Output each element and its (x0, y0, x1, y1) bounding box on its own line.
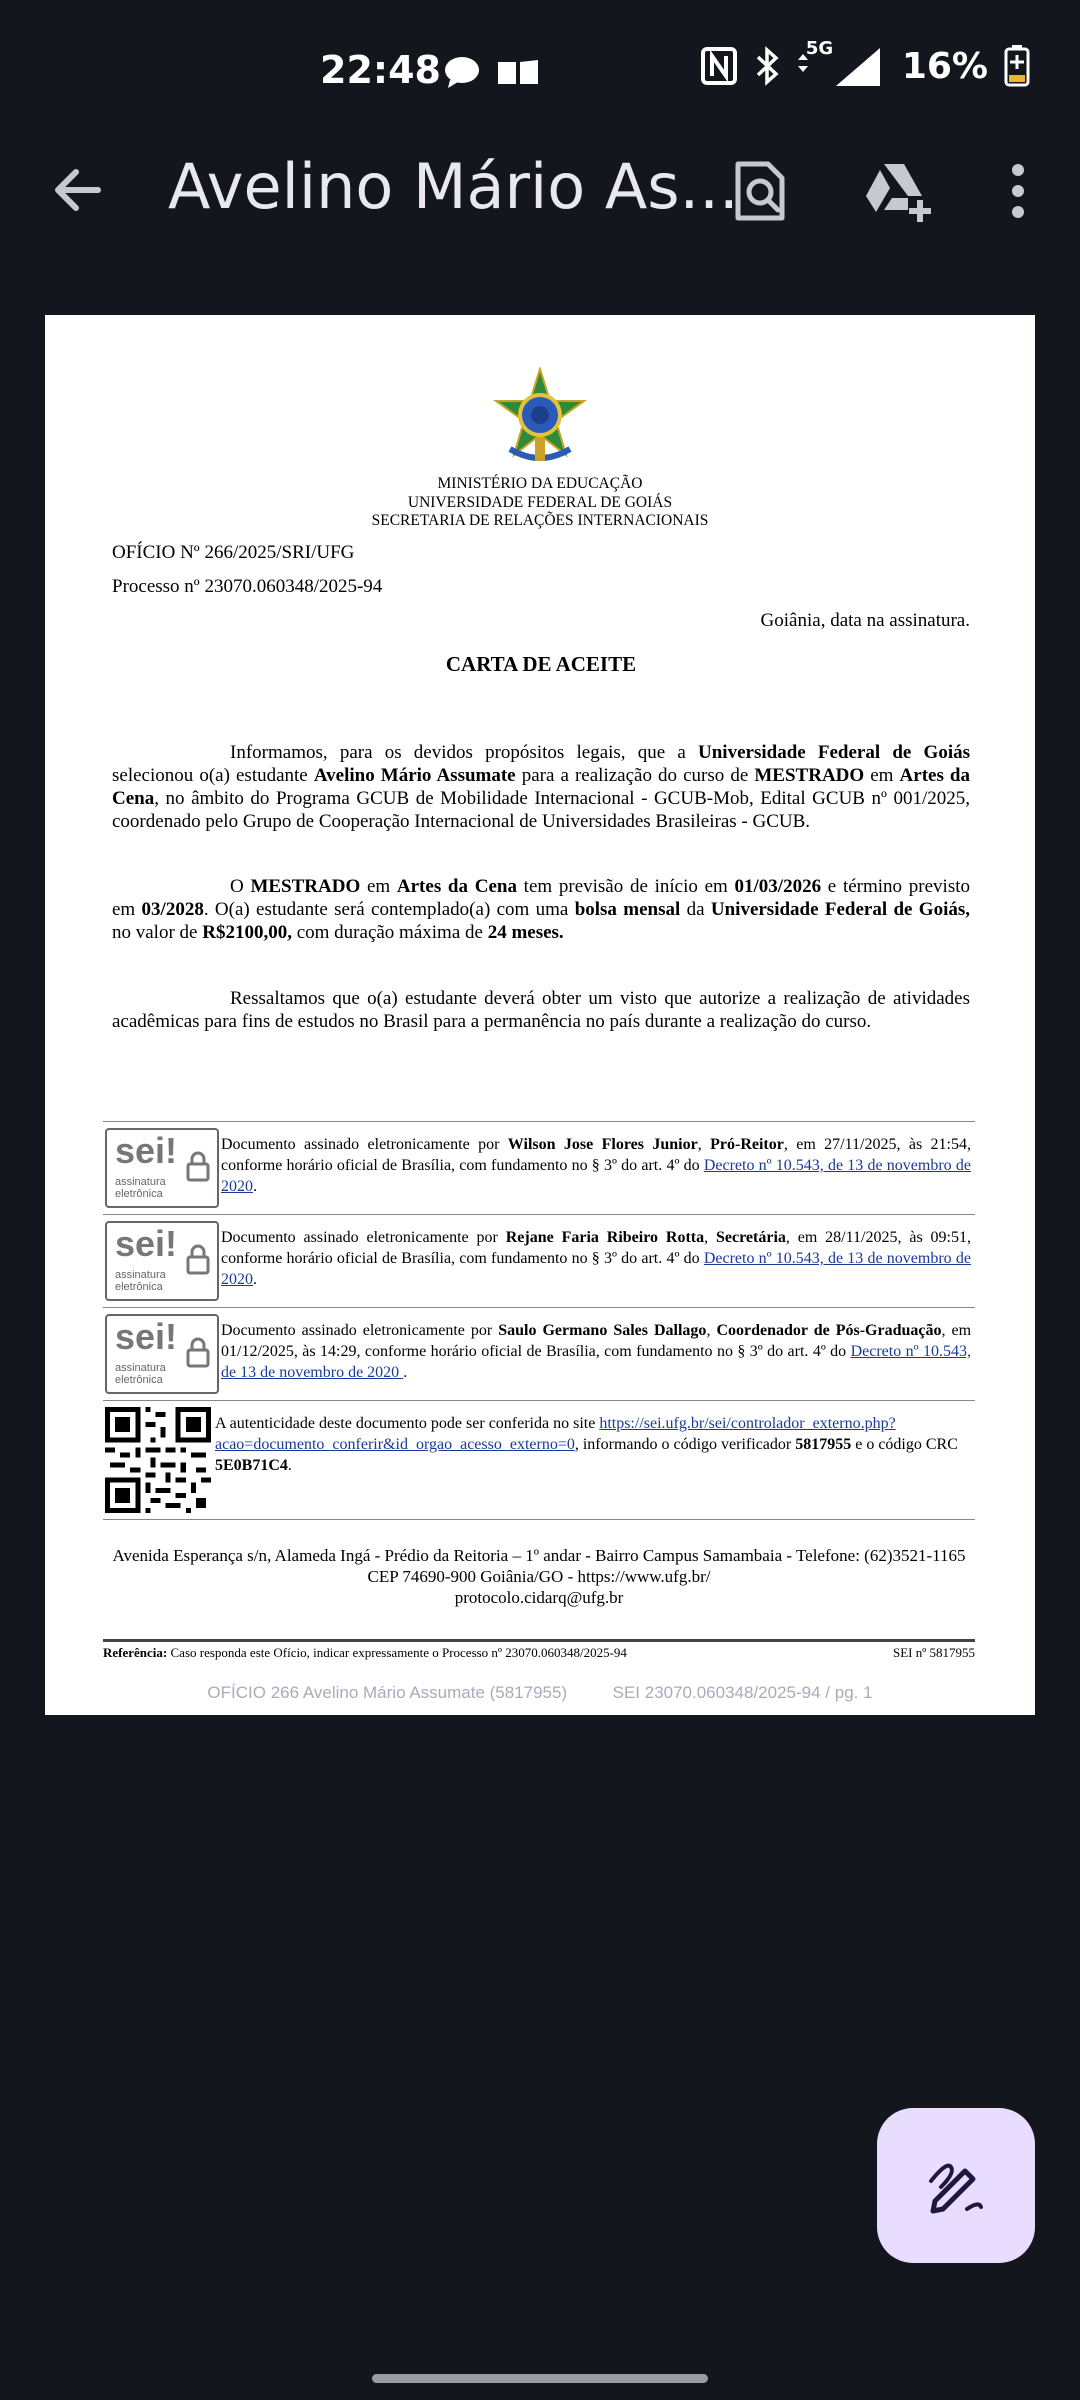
header-line: UNIVERSIDADE FEDERAL DE GOIÁS (407, 493, 673, 511)
lock-icon (185, 1336, 211, 1370)
notification-icon (498, 58, 540, 88)
decree-link[interactable]: Decreto nº 10.543, de 13 de novembro de 2020 (221, 1250, 971, 1288)
document-header (45, 475, 1035, 531)
address-footer: Avenida Esperança s/n, Alameda Ingá - Prédio da Reitoria – 1º andar - Bairro Campus Samambaia - Telefone: (62)3521-1165 CEP 74690-900 Goiânia/GO - https://www.ufg.br/ protocolo.cidarq@ufg.br (112, 1546, 966, 1607)
process-number: Processo nº 23070.060348/2025-94 (112, 576, 383, 597)
paragraph-1: Informamos, para os devidos propósitos legais, que a Universidade Federal de Goiás selecionou o(a) estudante Avelino Mário Assumate para a realização do curso de MESTRADO em Artes da Cena, no âmbito do Programa GCUB de Mobilidade Internacional - GCUB-Mob, Edital GCUB nº 001/2025, coordenado pelo Grupo de Cooperação Internacional de Universidades Brasileiras - GCUB. (112, 742, 970, 832)
place-date: Goiânia, data na assinatura. (760, 610, 970, 631)
edit-fab-button[interactable] (877, 2108, 1035, 2263)
chat-bubble-icon (442, 54, 482, 90)
status-bar (0, 0, 1080, 140)
sei-logo-icon: sei! assinatura eletrônica (105, 1128, 219, 1208)
decree-link[interactable]: Decreto nº 10.543, de 13 de novembro de 2020 (221, 1157, 971, 1195)
gesture-nav-bar[interactable] (372, 2374, 708, 2383)
signature-block (103, 1121, 975, 1214)
paragraph-3: Ressaltamos que o(a) estudante deverá obter um visto que autorize a realização de atividades acadêmicas para fins de estudos no Brasil para a permanência no país durante a realização do curso. (112, 988, 970, 1032)
reference-line: Referência: Caso responda este Ofício, indicar expressamente o Processo nº 23070.060348/2025-94 SEI nº 5817955 (103, 1639, 975, 1661)
battery-icon (1004, 45, 1030, 87)
lock-icon (185, 1243, 211, 1277)
decree-link[interactable]: Decreto nº 10.543, de 13 de novembro de 2020 (221, 1343, 972, 1381)
page-footer: OFÍCIO 266 Avelino Mário Assumate (5817955) SEI 23070.060348/2025-94 / pg. 1 (207, 1683, 873, 1702)
back-arrow-icon[interactable] (48, 160, 108, 220)
drive-add-icon[interactable] (862, 158, 934, 224)
document-page[interactable] (45, 315, 1035, 1715)
header-line: MINISTÉRIO DA EDUCAÇÃO (437, 475, 643, 492)
more-options-icon[interactable] (1000, 158, 1036, 224)
nfc-icon (700, 46, 738, 86)
sei-logo-icon: sei! assinatura eletrônica (105, 1314, 219, 1394)
oficio-number: OFÍCIO Nº 266/2025/SRI/UFG (112, 542, 355, 563)
paragraph-2: O MESTRADO em Artes da Cena tem previsão de início em 01/03/2026 e término previsto em 03/2028. O(a) estudante será contemplado(a) com uma bolsa mensal da Universidade Federal de Goiás, no valor de R$2100,00, com duração máxima de 24 meses. (112, 876, 970, 943)
header-line: SECRETARIA DE RELAÇÕES INTERNACIONAIS (371, 512, 709, 529)
qr-code-icon (105, 1407, 211, 1513)
authenticity-text: A autenticidade deste documento pode ser conferida no site https://sei.ufg.br/sei/controlador_externo.php?acao=documento_conferir&id_orgao_acesso_externo=0, informando o código verificador 5817955 e o código CRC 5E0B71C4. (215, 1415, 958, 1474)
signature-text: Documento assinado eletronicamente por Rejane Faria Ribeiro Rotta, Secretária, em 28/11/2025, às 09:51, conforme horário oficial de Brasília, com fundamento no § 3º do art. 4º do Decreto nº 10.543, de 13 de novembro de 2020. (221, 1229, 971, 1288)
signature-block (103, 1214, 975, 1307)
lock-icon (185, 1150, 211, 1184)
search-document-icon[interactable] (730, 158, 794, 224)
status-time: 22:48 (320, 48, 441, 92)
brazil-coat-of-arms-icon (488, 367, 592, 471)
battery-percent: 16% (901, 45, 988, 87)
edit-pen-icon (921, 2151, 991, 2221)
verification-link[interactable]: https://sei.ufg.br/sei/controlador_externo.php?acao=documento_conferir&id_orgao_acesso_externo=0 (215, 1415, 896, 1453)
signal-icon (796, 44, 886, 88)
signature-block (103, 1307, 975, 1400)
sei-logo-icon: sei! assinatura eletrônica (105, 1221, 219, 1301)
document-title: Avelino Mário As... (168, 150, 739, 223)
network-type: 5G (805, 38, 834, 59)
letter-title: CARTA DE ACEITE (445, 652, 637, 676)
bluetooth-icon (754, 46, 780, 86)
signature-text: Documento assinado eletronicamente por Saulo Germano Sales Dallago, Coordenador de Pós-Graduação, em 01/12/2025, às 14:29, conforme horário oficial de Brasília, com fundamento no § 3º do art. 4º do Decreto nº 10.543, de 13 de novembro de 2020 . (221, 1322, 972, 1381)
signature-text: Documento assinado eletronicamente por Wilson Jose Flores Junior, Pró-Reitor, em 27/11/2025, às 21:54, conforme horário oficial de Brasília, com fundamento no § 3º do art. 4º do Decreto nº 10.543, de 13 de novembro de 2020. (221, 1136, 972, 1195)
authenticity-block (103, 1400, 975, 1520)
